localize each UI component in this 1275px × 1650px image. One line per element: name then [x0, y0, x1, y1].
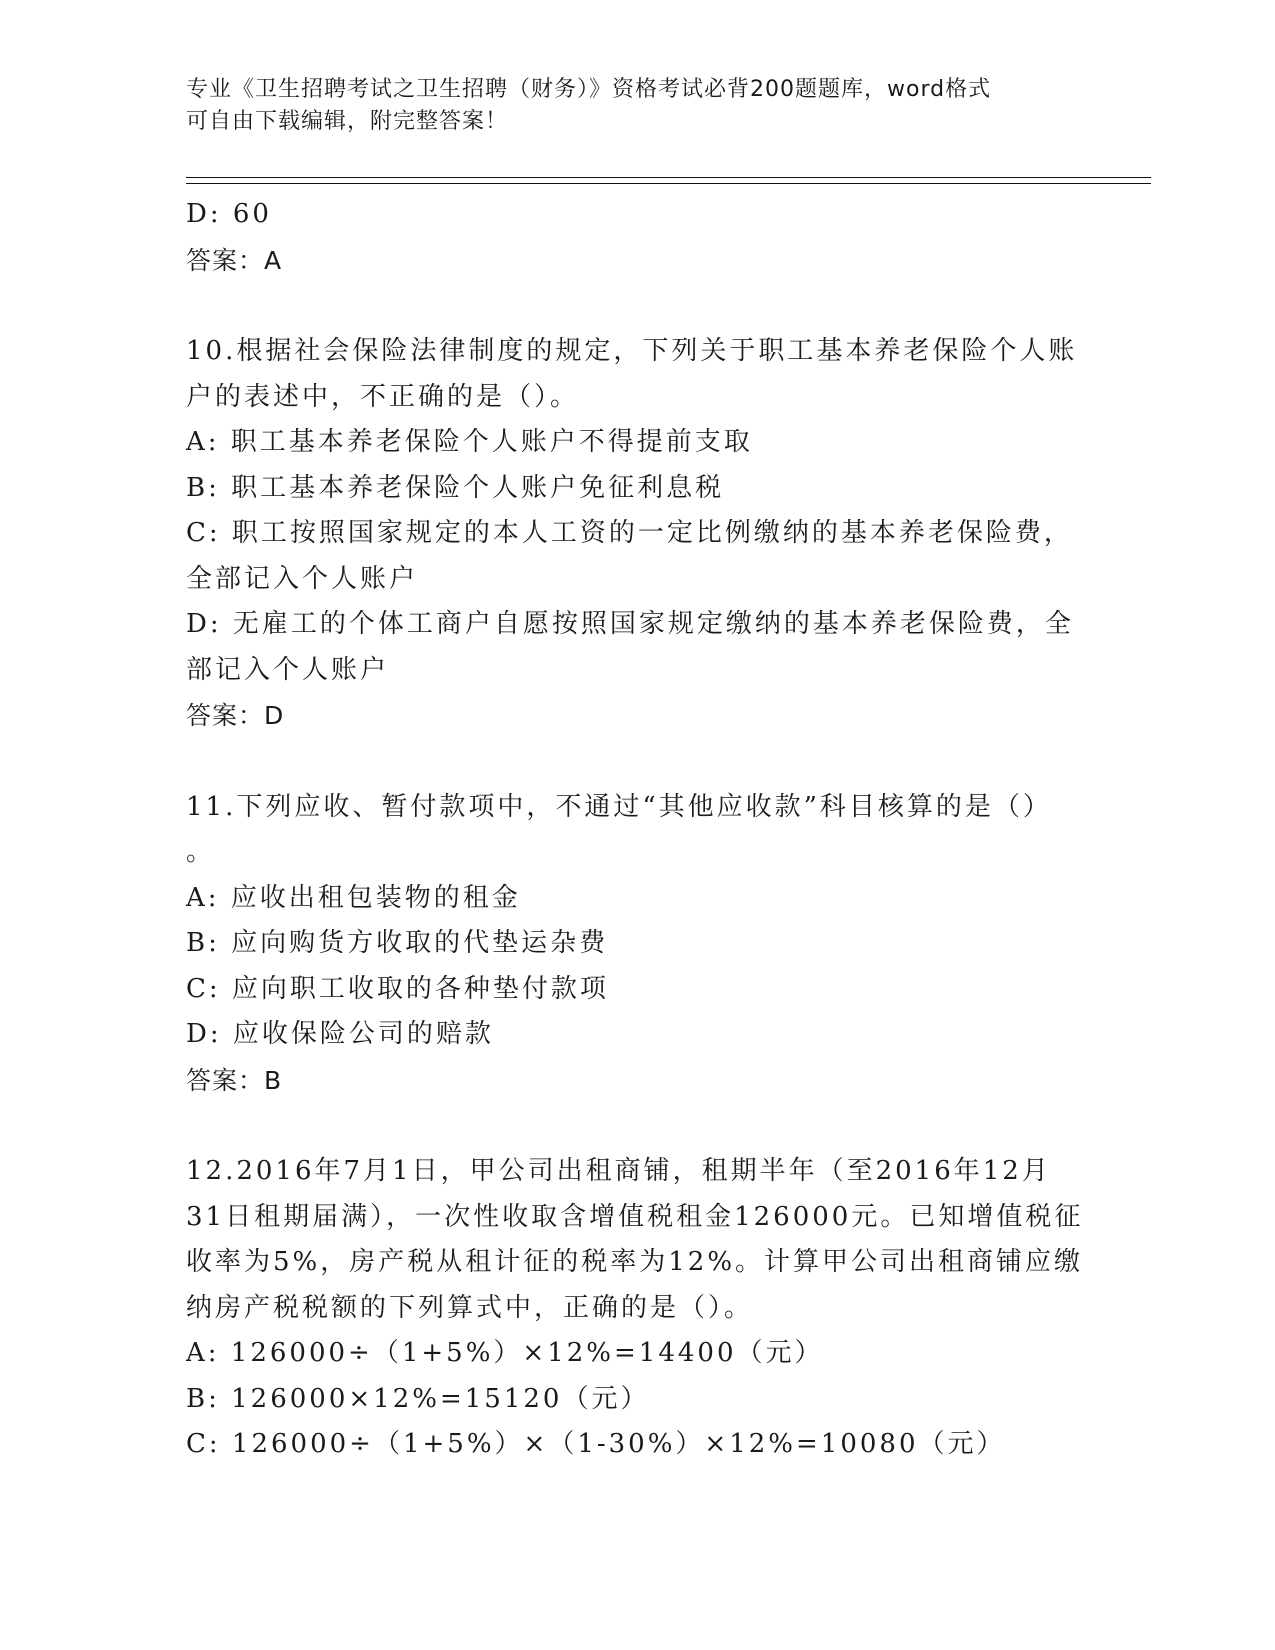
- option-a: A: 126000÷（1+5%）×12%=14400（元）: [186, 1338, 824, 1368]
- document-header: [186, 74, 1066, 138]
- option-a: A: 应收出租包装物的租金: [186, 882, 521, 913]
- option-c: C: 职工按照国家规定的本人工资的一定比例缴纳的基本养老保险费，: [186, 518, 1073, 548]
- option-b: B: 职工基本养老保险个人账户免征利息税: [186, 472, 725, 503]
- option-d: D: 应收保险公司的赔款: [186, 1019, 494, 1049]
- document-body: [186, 192, 1086, 1468]
- question-11: [186, 785, 1086, 1104]
- option-c-continued: 全部记入个人账户: [186, 563, 419, 594]
- question-12: [186, 1149, 1086, 1468]
- header-divider-top: [186, 177, 1151, 178]
- question-stem-continued: 户的表述中，不正确的是（）。: [186, 381, 580, 412]
- answer-line: 答案：B: [186, 1065, 283, 1095]
- option-b: B: 应向购货方收取的代垫运杂费: [186, 928, 609, 958]
- header-divider-bottom: [186, 183, 1151, 184]
- header-title-line-1: 专业《卫生招聘考试之卫生招聘（财务）》资格考试必背200题题库，word格式: [186, 77, 992, 102]
- option-d: D: 无雇工的个体工商户自愿按照国家规定缴纳的基本养老保险费，全: [186, 609, 1074, 639]
- question-stem: 12.2016年7月1日，甲公司出租商铺，租期半年（至2016年12月: [186, 1156, 1051, 1186]
- option-b: B: 126000×12%=15120（元）: [186, 1383, 650, 1414]
- spacer: [186, 1103, 1086, 1149]
- question-stem: 11.下列应收、暂付款项中，不通过“其他应收款”科目核算的是（）: [186, 791, 1052, 822]
- question-stem-continued: 31日租期届满），一次性收取含增值税租金126000元。已知增值税征: [186, 1201, 1084, 1232]
- answer-line: 答案：A: [186, 245, 283, 275]
- question-stem-continued: 收率为5%，房产税从租计征的税率为12%。计算甲公司出租商铺应缴: [186, 1247, 1084, 1277]
- spacer: [186, 283, 1086, 329]
- option-d: D: 60: [186, 199, 272, 229]
- question-stem-continued: 纳房产税税额的下列算式中，正确的是（）。: [186, 1292, 754, 1323]
- option-c: C: 应向职工收取的各种垫付款项: [186, 973, 609, 1004]
- option-c: C: 126000÷（1+5%）×（1-30%）×12%=10080（元）: [186, 1429, 1006, 1459]
- option-a: A: 职工基本养老保险个人账户不得提前支取: [186, 427, 753, 457]
- spacer: [186, 739, 1086, 785]
- previous-question-tail: [186, 192, 1086, 283]
- header-title-line-2: 可自由下载编辑，附完整答案！: [186, 109, 509, 134]
- question-stem-continued: 。: [186, 837, 216, 867]
- answer-line: 答案：D: [186, 701, 285, 730]
- question-stem: 10.根据社会保险法律制度的规定，下列关于职工基本养老保险个人账: [186, 336, 1078, 366]
- option-d-continued: 部记入个人账户: [186, 654, 390, 685]
- question-10: [186, 329, 1086, 739]
